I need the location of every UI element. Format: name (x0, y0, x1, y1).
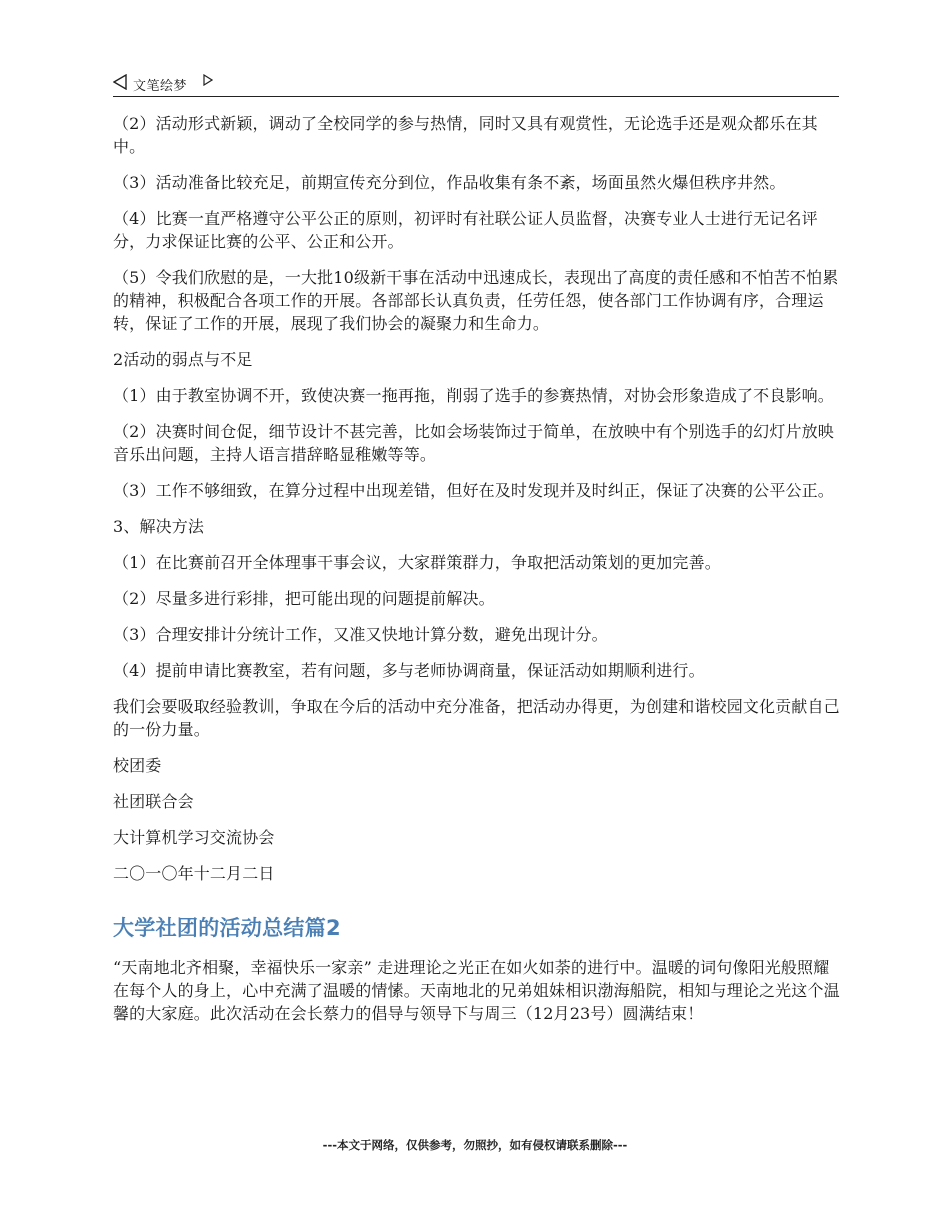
page-header (113, 70, 839, 97)
site-name: 文笔绘梦 (133, 79, 188, 94)
subheading-solutions: 3、解决方法 (113, 517, 205, 536)
triangle-right-icon (203, 74, 213, 86)
signature-line: 大计算机学习交流协会 (113, 828, 275, 847)
signature-line: 社团联合会 (113, 792, 194, 811)
paragraph: （3）工作不够细致，在算分过程中出现差错，但好在及时发现并及时纠正，保证了决赛的公平公正。 (113, 481, 834, 500)
subheading-weaknesses: 2活动的弱点与不足 (113, 350, 253, 369)
section-heading: 大学社团的活动总结篇2 (113, 916, 341, 940)
paragraph: 我们会要吸取经验教训，争取在今后的活动中充分准备，把活动办得更，为创建和谐校园文化贡献自己的一份力量。 (113, 697, 840, 739)
paragraph: （3）活动准备比较充足，前期宣传充分到位，作品收集有条不紊，场面虽然火爆但秩序井然。 (113, 173, 786, 192)
paragraph: “天南地北齐相聚，幸福快乐一家亲” 走进理论之光正在如火如荼的进行中。温暖的词句像阳光般照耀在每个人的身上，心中充满了温暖的情愫。天南地北的兄弟姐妹相识渤海船院，相知与理论之光这个温馨的大家庭。此次活动在会长蔡力的倡导与领导下与周三（12月23号）圆满结束！ (113, 958, 840, 1023)
paragraph: （1）由于教室协调不开，致使决赛一拖再拖，削弱了选手的参赛热情，对协会形象造成了不良影响。 (113, 386, 834, 405)
paragraph: （2）尽量多进行彩排，把可能出现的问题提前解决。 (113, 589, 495, 608)
document-body (113, 112, 843, 1038)
paragraph: （5）令我们欣慰的是，一大批10级新干事在活动中迅速成长，表现出了高度的责任感和不怕苦不怕累的精神，积极配合各项工作的开展。各部部长认真负责，任劳任怨，使各部门工作协调有序，合理运转，保证了工作的开展，展现了我们协会的凝聚力和生命力。 (113, 268, 839, 333)
paragraph: （2）活动形式新颖，调动了全校同学的参与热情，同时又具有观赏性，无论选手还是观众都乐在其中。 (113, 114, 818, 156)
paragraph: （4）提前申请比赛教室，若有问题，多与老师协调商量，保证活动如期顺利进行。 (113, 661, 705, 680)
paragraph: （1）在比赛前召开全体理事干事会议，大家群策群力，争取把活动策划的更加完善。 (113, 553, 721, 572)
paragraph: （2）决赛时间仓促，细节设计不甚完善，比如会场装饰过于简单，在放映中有个别选手的幻灯片放映音乐出问题，主持人语言措辞略显稚嫩等等。 (113, 422, 834, 464)
date-line: 二〇一〇年十二月二日 (113, 864, 275, 883)
signature-line: 校团委 (113, 756, 162, 775)
paragraph: （3）合理安排计分统计工作，又准又快地计算分数，避免出现计分。 (113, 625, 608, 644)
paragraph: （4）比赛一直严格遵守公平公正的原则，初评时有社联公证人员监督，决赛专业人士进行无记名评分，力求保证比赛的公平、公正和公开。 (113, 209, 818, 251)
page-footer: ---本文于网络，仅供参考，勿照抄，如有侵权请联系删除--- (322, 1138, 628, 1152)
triangle-left-icon (113, 74, 127, 90)
